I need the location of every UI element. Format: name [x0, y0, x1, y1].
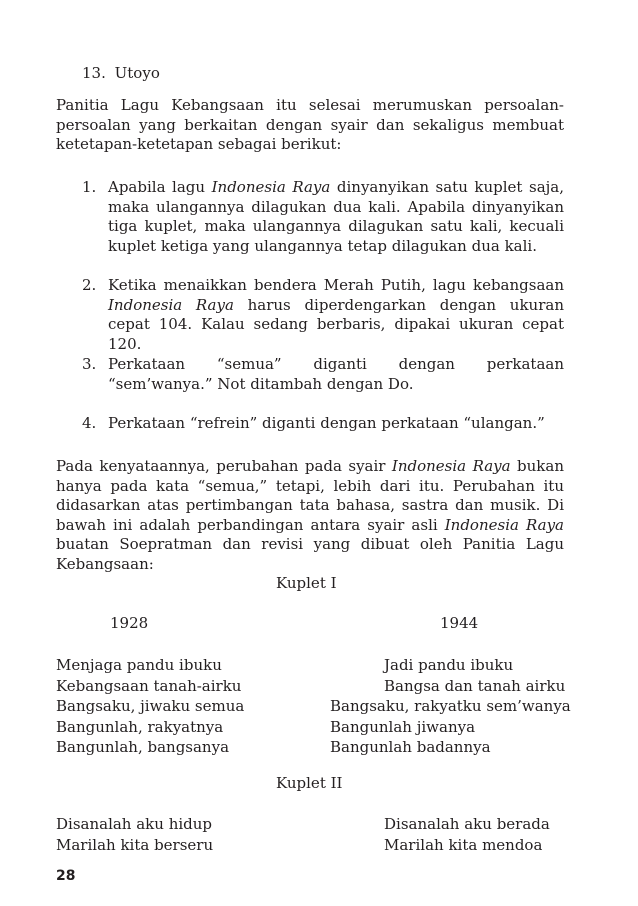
poem-line: Menjaga pandu ibuku — [56, 656, 222, 674]
poem-line: Bangunlah jiwanya — [330, 717, 476, 736]
list-text: Apabila lagu Indonesia Raya dinyanyikan satu kuplet saja, maka ulangannya dilagukan dua kali. Apabila dinyanyikan tiga kuplet, maka ulangannya dilagukan satu kali, kecuali kuplet ketiga yang ulangannya tetap dilagukan dua kali. — [108, 178, 564, 255]
poem-1944-column-bottom — [330, 696, 571, 758]
poem-line: Jadi pandu ibuku — [384, 656, 514, 674]
year-1944: 1944 — [440, 614, 479, 632]
poem-kuplet2-left — [56, 814, 213, 855]
poem-line: Bangunlah badannya — [330, 738, 491, 756]
poem-line: Kebangsaan tanah-airku — [56, 676, 242, 695]
list-number: 1. — [82, 178, 97, 196]
list-number: 2. — [82, 276, 97, 294]
paragraph-intro: Panitia Lagu Kebangsaan itu selesai merumuskan persoalan-persoalan yang berkaitan dengan syair dan sekaligus membuat ketetapan-ketetapan sebagai berikut: — [56, 96, 564, 153]
list-text: Utoyo — [114, 64, 160, 82]
poem-line: Disanalah aku berada — [384, 815, 550, 833]
list-item — [82, 178, 564, 256]
section-heading-kuplet-1: Kuplet I — [276, 574, 337, 592]
list-number: 4. — [82, 414, 97, 432]
poem-line: Bangsaku, jiwaku semua — [56, 697, 245, 715]
poem-line: Bangsa dan tanah airku — [384, 676, 566, 695]
list-number: 13. — [82, 64, 106, 82]
list-item — [82, 355, 564, 394]
year-1928: 1928 — [110, 614, 149, 632]
list-item-13 — [82, 64, 160, 84]
poem-line: Bangunlah, bangsanya — [56, 738, 230, 756]
list-item — [82, 276, 564, 354]
poem-kuplet2-right — [384, 814, 550, 855]
poem-1928-column — [56, 655, 244, 758]
list-item — [82, 414, 564, 434]
poem-line: Disanalah aku hidup — [56, 815, 213, 833]
poem-line: Marilah kita berseru — [56, 835, 214, 854]
list-text: Ketika menaikkan bendera Merah Putih, lagu kebangsaan Indonesia Raya harus diperdengarkan dengan ukuran cepat 104. Kalau sedang berbaris, dipakai ukuran cepat 120. — [108, 276, 564, 353]
list-text: Perkataan “semua” diganti dengan perkataan “sem’wanya.” Not ditambah dengan Do. — [108, 355, 564, 393]
poem-line: Bangunlah, rakyatnya — [56, 717, 224, 736]
list-number: 3. — [82, 355, 97, 373]
page-number: 28 — [56, 868, 76, 884]
paragraph-comparison: Pada kenyataannya, perubahan pada syair Indonesia Raya bukan hanya pada kata “semua,” tetapi, lebih dari itu. Perubahan itu didasarkan atas pertimbangan tata bahasa, sastra dan musik. Di bawah ini adalah perbandingan antara syair asli Indonesia Raya buatan Soepratman dan revisi yang dibuat oleh Panitia Lagu Kebangsaan: — [56, 457, 564, 573]
poem-line: Marilah kita mendoa — [384, 835, 543, 854]
poem-line: Bangsaku, rakyatku sem’wanya — [330, 697, 571, 715]
list-text: Perkataan “refrein” diganti dengan perkataan “ulangan.” — [108, 414, 545, 432]
section-heading-kuplet-2: Kuplet II — [276, 774, 343, 792]
poem-1944-column-top — [384, 655, 565, 696]
